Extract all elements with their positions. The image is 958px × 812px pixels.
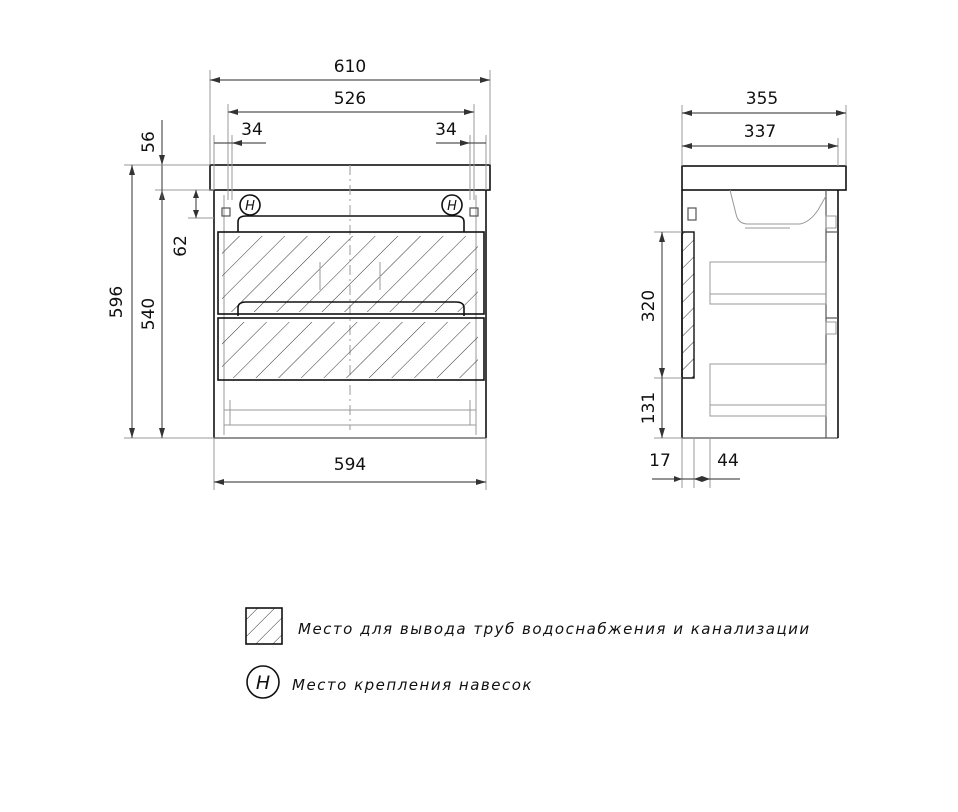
dim-inner-width <box>228 89 474 200</box>
dim-body-depth <box>682 122 838 166</box>
side-countertop <box>682 166 846 190</box>
dim-pipe-zone-height <box>639 232 682 378</box>
svg-text:337: 337 <box>743 122 777 142</box>
side-pipe-zone <box>682 232 694 378</box>
legend-hanger-text: Место крепления навесок <box>292 676 533 694</box>
front-upper-pipe-zone <box>222 236 478 312</box>
dim-pipe-zone-bottom <box>639 378 682 438</box>
svg-text:594: 594 <box>333 455 367 475</box>
svg-text:17: 17 <box>649 451 671 471</box>
svg-text:H: H <box>447 199 457 214</box>
svg-text:610: 610 <box>333 57 367 77</box>
front-lower-pipe-zone <box>222 322 478 378</box>
legend-hatch-symbol <box>246 608 282 644</box>
dim-mount-height <box>171 190 214 257</box>
svg-text:131: 131 <box>639 391 659 425</box>
dim-total-width <box>210 57 490 165</box>
svg-text:56: 56 <box>139 131 159 153</box>
svg-text:355: 355 <box>745 89 779 109</box>
svg-text:320: 320 <box>639 289 659 323</box>
front-view <box>107 57 490 490</box>
svg-text:596: 596 <box>107 285 127 319</box>
legend <box>246 608 811 698</box>
svg-text:H: H <box>255 672 271 694</box>
dim-body-height <box>139 190 165 438</box>
svg-text:H: H <box>245 199 255 214</box>
svg-text:540: 540 <box>139 297 159 331</box>
svg-text:526: 526 <box>333 89 367 109</box>
dim-base-width <box>214 438 486 490</box>
svg-text:34: 34 <box>435 120 457 140</box>
dim-top-thickness <box>139 120 210 200</box>
dim-total-height <box>107 165 214 438</box>
svg-text:62: 62 <box>171 235 191 257</box>
side-view <box>639 89 846 488</box>
svg-text:34: 34 <box>241 120 263 140</box>
legend-item-hanger <box>247 666 533 698</box>
svg-text:44: 44 <box>717 451 739 471</box>
front-hanger-right <box>442 195 462 215</box>
dim-pipe-zone-depth <box>649 438 740 488</box>
dim-left-offset <box>214 120 266 200</box>
dim-right-offset <box>435 120 486 200</box>
front-hanger-left <box>240 195 260 215</box>
legend-item-pipe-zone <box>246 608 811 644</box>
legend-pipe-zone-text: Место для вывода труб водоснабжения и канализации <box>298 620 811 638</box>
